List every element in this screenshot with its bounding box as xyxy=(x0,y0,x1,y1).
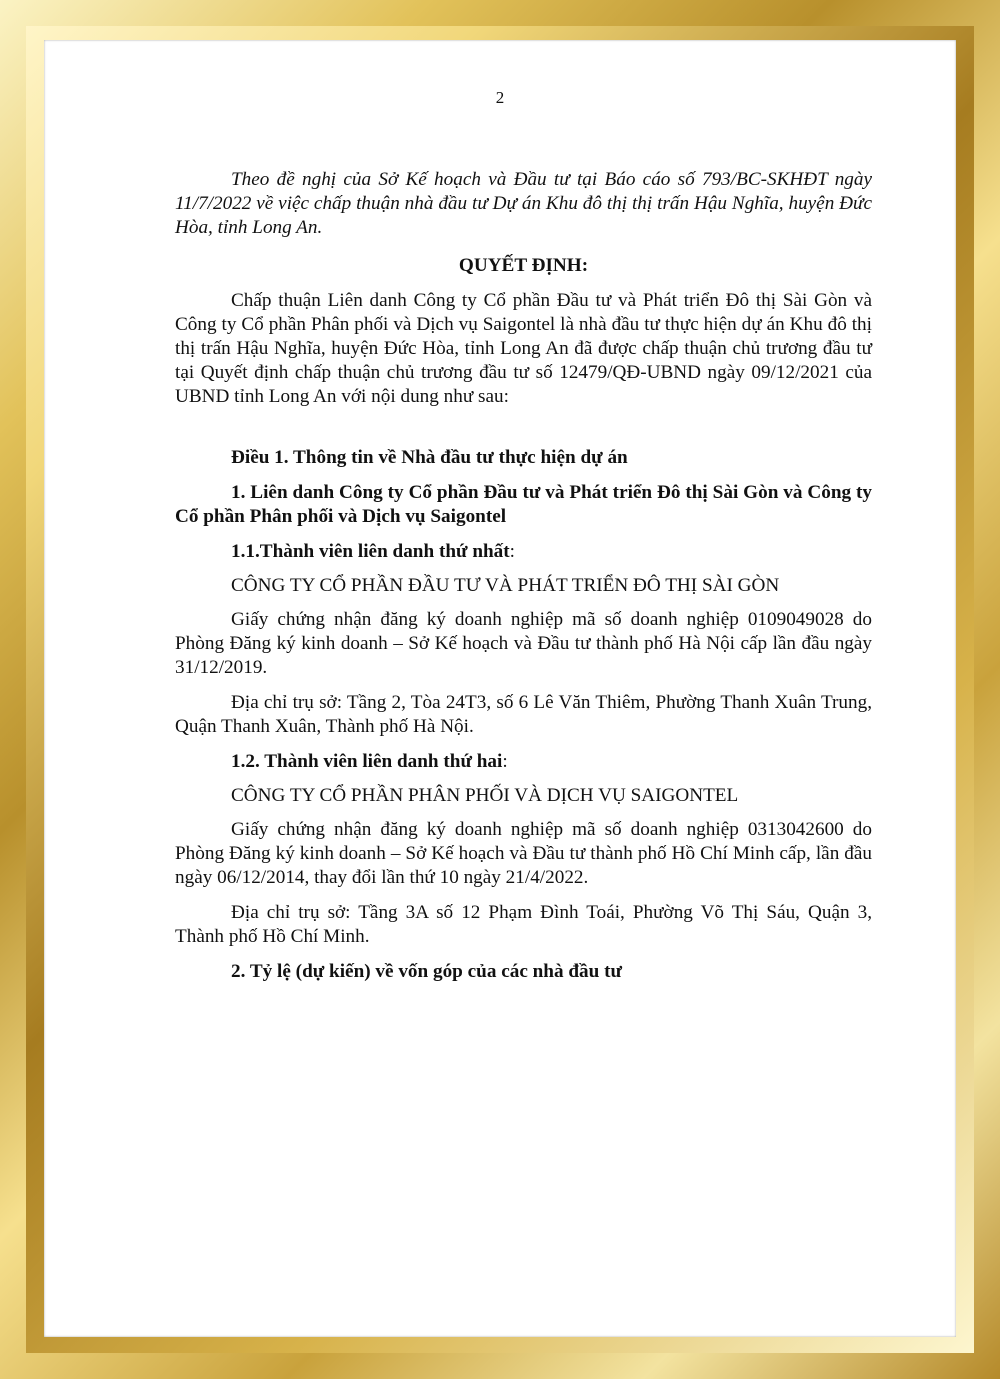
section2-heading: 2. Tỷ lệ (dự kiến) về vốn góp của các nhà đầu tư xyxy=(231,961,623,982)
article1-heading: Điều 1. Thông tin về Nhà đầu tư thực hiện dự án xyxy=(231,447,628,468)
member1-colon: : xyxy=(509,541,515,562)
decision-body: Chấp thuận Liên danh Công ty Cổ phần Đầu tư và Phát triển Đô thị Sài Gòn và Công ty Cổ phần Phân phối và Dịch vụ Saigontel là nhà đầu tư thực hiện dự án Khu đô thị thị trấn Hậu Nghĩa, huyện Đức Hòa, tỉnh Long An đã được chấp thuận chủ trương đầu tư tại Quyết định chấp thuận chủ trương đầu tư số 12479/QĐ-UBND ngày 09/12/2021 của UBND tỉnh Long An với nội dung như sau: xyxy=(175,290,872,407)
member1-heading: 1.1.Thành viên liên danh thứ nhất xyxy=(231,541,510,562)
member1-address: Địa chỉ trụ sở: Tầng 2, Tòa 24T3, số 6 Lê Văn Thiêm, Phường Thanh Xuân Trung, Quận Thanh Xuân, Thành phố Hà Nội. xyxy=(175,692,872,737)
member2-colon: : xyxy=(502,751,508,772)
page-number: 2 xyxy=(495,88,505,107)
decision-heading: QUYẾT ĐỊNH: xyxy=(458,255,589,276)
member2-name: CÔNG TY CỔ PHẦN PHÂN PHỐI VÀ DỊCH VỤ SAIGONTEL xyxy=(231,785,739,806)
member2-certificate: Giấy chứng nhận đăng ký doanh nghiệp mã số doanh nghiệp 0313042600 do Phòng Đăng ký kinh doanh – Sở Kế hoạch và Đầu tư thành phố Hồ Chí Minh cấp, lần đầu ngày 06/12/2014, thay đổi lần thứ 10 ngày 21/4/2022. xyxy=(175,819,872,888)
intro-paragraph: Theo đề nghị của Sở Kế hoạch và Đầu tư tại Báo cáo số 793/BC-SKHĐT ngày 11/7/2022 về việc chấp thuận nhà đầu tư Dự án Khu đô thị thị trấn Hậu Nghĩa, huyện Đức Hòa, tỉnh Long An. xyxy=(175,169,872,238)
member2-heading-line xyxy=(175,750,872,774)
section1-heading: 1. Liên danh Công ty Cổ phần Đầu tư và Phát triển Đô thị Sài Gòn và Công ty Cổ phần Phân phối và Dịch vụ Saigontel xyxy=(175,482,872,527)
member2-address: Địa chỉ trụ sở: Tầng 3A số 12 Phạm Đình Toái, Phường Võ Thị Sáu, Quận 3, Thành phố Hồ Chí Minh. xyxy=(175,902,872,947)
member1-certificate: Giấy chứng nhận đăng ký doanh nghiệp mã số doanh nghiệp 0109049028 do Phòng Đăng ký kinh doanh – Sở Kế hoạch và Đầu tư thành phố Hà Nội cấp lần đầu ngày 31/12/2019. xyxy=(175,609,872,678)
member1-name: CÔNG TY CỔ PHẦN ĐẦU TƯ VÀ PHÁT TRIỂN ĐÔ THỊ SÀI GÒN xyxy=(231,575,780,596)
member2-heading: 1.2. Thành viên liên danh thứ hai xyxy=(231,751,503,772)
document-page xyxy=(44,40,956,1337)
member1-heading-line xyxy=(175,540,872,564)
